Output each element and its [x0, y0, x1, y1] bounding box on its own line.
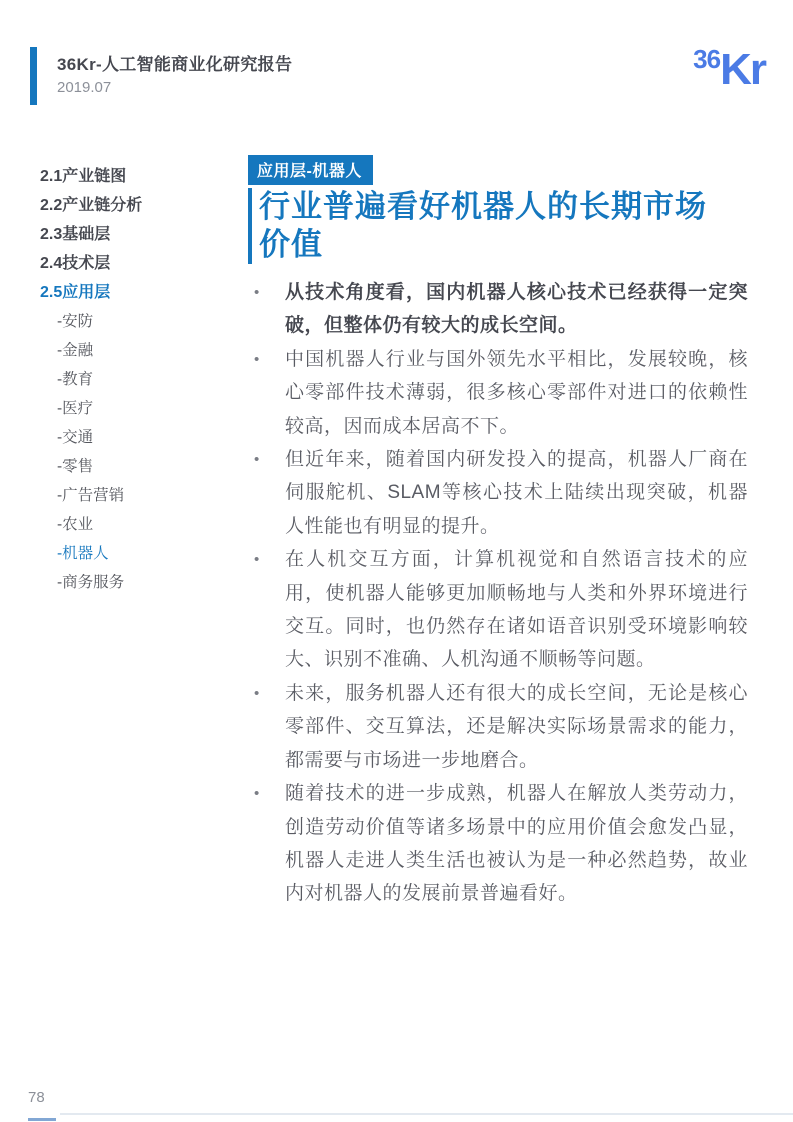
sidebar-item-technology-layer[interactable]: 2.4技术层 — [40, 255, 111, 272]
bullet-dot-icon: • — [254, 785, 260, 803]
footer-divider — [60, 1113, 793, 1115]
report-date: 2019.07 — [57, 79, 112, 96]
main-content — [248, 155, 748, 911]
sidebar-subitem-business-services[interactable]: -商务服务 — [57, 574, 125, 591]
bullet-item — [248, 543, 748, 677]
sidebar-subitem-advertising[interactable]: -广告营销 — [57, 487, 125, 504]
logo-kr-text: Kr — [720, 45, 765, 94]
sidebar-subitem-finance[interactable]: -金融 — [57, 342, 94, 359]
sidebar-subitem-robot[interactable]: -机器人 — [57, 545, 109, 562]
sidebar-subitem-security[interactable]: -安防 — [57, 313, 94, 330]
sidebar-item-industry-chain-analysis[interactable]: 2.2产业链分析 — [40, 197, 143, 214]
bullet-list — [248, 276, 748, 911]
report-title: 36Kr-人工智能商业化研究报告 — [57, 55, 293, 74]
bullet-item — [248, 677, 748, 777]
page-title — [248, 188, 748, 264]
bullet-dot-icon: • — [254, 284, 260, 301]
sidebar-subitem-medical[interactable]: -医疗 — [57, 400, 94, 417]
sidebar-item-application-layer[interactable]: 2.5应用层 — [40, 284, 111, 301]
footer-accent-mark — [28, 1118, 56, 1121]
bullet-text: 未来，服务机器人还有很大的成长空间，无论是核心零部件、交互算法，还是解决实际场景需求的能力，都需要与市场进一步地磨合。 — [285, 682, 748, 771]
section-tag: 应用层-机器人 — [248, 155, 373, 185]
bullet-item — [248, 276, 748, 343]
page-number: 78 — [28, 1089, 45, 1106]
bullet-dot-icon: • — [254, 451, 260, 469]
sidebar-subitem-agriculture[interactable]: -农业 — [57, 516, 94, 533]
bullet-dot-icon: • — [254, 551, 260, 569]
sidebar-nav — [40, 162, 240, 597]
sidebar-subitem-retail[interactable]: -零售 — [57, 458, 94, 475]
bullet-text: 从技术角度看，国内机器人核心技术已经获得一定突破，但整体仍有较大的成长空间。 — [285, 282, 748, 337]
bullet-dot-icon: • — [254, 684, 260, 702]
sidebar-item-industry-chain-map[interactable]: 2.1产业链图 — [40, 168, 127, 185]
bullet-item — [248, 777, 748, 911]
bullet-text: 中国机器人行业与国外领先水平相比，发展较晚，核心零部件技术薄弱，很多核心零部件对进口的依赖性较高，因而成本居高不下。 — [285, 348, 748, 437]
page-title-line2: 价值 — [259, 227, 323, 262]
bullet-item — [248, 343, 748, 443]
logo-36-text: 36 — [693, 44, 721, 74]
36kr-logo — [693, 44, 765, 95]
bullet-dot-icon: • — [254, 350, 260, 368]
bullet-text: 但近年来，随着国内研发投入的提高，机器人厂商在伺服舵机、SLAM等核心技术上陆续出现突破，机器人性能也有明显的提升。 — [285, 449, 748, 537]
header-accent-bar — [30, 47, 37, 105]
bullet-text: 随着技术的进一步成熟，机器人在解放人类劳动力，创造劳动价值等诸多场景中的应用价值会愈发凸显，机器人走进人类生活也被认为是一种必然趋势，故业内对机器人的发展前景普遍看好。 — [285, 783, 748, 905]
sidebar-subitem-transportation[interactable]: -交通 — [57, 429, 94, 446]
page-title-line1: 行业普遍看好机器人的长期市场 — [259, 189, 707, 224]
bullet-text: 在人机交互方面，计算机视觉和自然语言技术的应用，使机器人能够更加顺畅地与人类和外界环境进行交互。同时，也仍然存在诸如语音识别受环境影响较大、识别不准确、人机沟通不顺畅等问题。 — [285, 549, 748, 671]
bullet-item — [248, 443, 748, 543]
sidebar-item-foundation-layer[interactable]: 2.3基础层 — [40, 226, 111, 243]
sidebar-subitem-education[interactable]: -教育 — [57, 371, 94, 388]
